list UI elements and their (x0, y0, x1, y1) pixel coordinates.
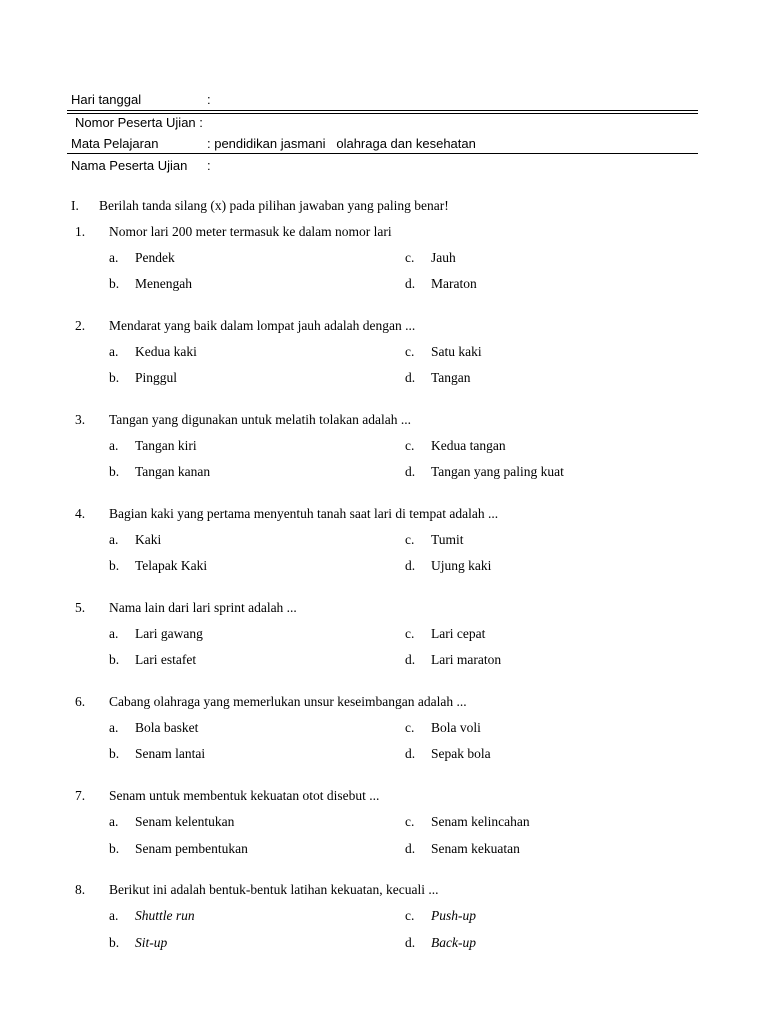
question-8 (0, 882, 768, 898)
option-c[interactable]: Push-up (431, 908, 476, 923)
option-c-letter: c. (405, 438, 415, 453)
options-row-ac (0, 532, 768, 548)
option-c-letter: c. (405, 626, 415, 641)
question-number: 4. (75, 506, 86, 521)
option-b[interactable]: Menengah (135, 276, 192, 291)
options-row-bd (0, 558, 768, 574)
options-row-ac (0, 344, 768, 360)
header-rule-top-2 (67, 113, 698, 114)
option-d-letter: d. (405, 935, 416, 950)
option-b-letter: b. (109, 276, 120, 291)
option-d[interactable]: Lari maraton (431, 652, 502, 667)
option-c-letter: c. (405, 908, 415, 923)
option-b[interactable]: Tangan kanan (135, 464, 211, 479)
option-c[interactable]: Satu kaki (431, 344, 482, 359)
option-a-letter: a. (109, 438, 119, 453)
option-a-letter: a. (109, 908, 119, 923)
options-row-ac (0, 814, 768, 830)
option-a[interactable]: Pendek (135, 250, 175, 265)
option-b[interactable]: Sit-up (135, 935, 168, 950)
option-d-letter: d. (405, 558, 416, 573)
option-b-letter: b. (109, 652, 120, 667)
mata-pelajaran-label: Mata Pelajaran (71, 136, 159, 151)
options-row-bd (0, 746, 768, 762)
option-d[interactable]: Back-up (431, 935, 476, 950)
option-a[interactable]: Senam kelentukan (135, 814, 235, 829)
nama-peserta-colon: : (207, 158, 211, 173)
question-5 (0, 600, 768, 616)
question-text: Bagian kaki yang pertama menyentuh tanah saat lari di tempat adalah ... (109, 506, 499, 521)
question-text: Cabang olahraga yang memerlukan unsur keseimbangan adalah ... (109, 694, 467, 709)
nomor-peserta-row (75, 115, 675, 131)
question-4 (0, 506, 768, 522)
option-a[interactable]: Tangan kiri (135, 438, 197, 453)
question-text: Nomor lari 200 meter termasuk ke dalam nomor lari (109, 224, 392, 239)
options-row-bd (0, 370, 768, 386)
question-2 (0, 318, 768, 334)
nama-peserta-label: Nama Peserta Ujian (71, 158, 188, 173)
option-b[interactable]: Senam pembentukan (135, 841, 248, 856)
option-a-letter: a. (109, 814, 119, 829)
mata-pelajaran-row (71, 136, 691, 152)
option-a[interactable]: Shuttle run (135, 908, 195, 923)
option-b-letter: b. (109, 558, 120, 573)
instruction-text: Berilah tanda silang (x) pada pilihan jawaban yang paling benar! (99, 198, 449, 213)
option-b[interactable]: Pinggul (135, 370, 178, 385)
option-a-letter: a. (109, 532, 119, 547)
option-b-letter: b. (109, 935, 120, 950)
option-c[interactable]: Lari cepat (431, 626, 486, 641)
option-d[interactable]: Senam kekuatan (431, 841, 520, 856)
options-row-ac (0, 720, 768, 736)
question-number: 5. (75, 600, 86, 615)
option-a[interactable]: Kaki (135, 532, 162, 547)
option-a[interactable]: Lari gawang (135, 626, 203, 641)
question-7 (0, 788, 768, 804)
options-row-ac (0, 908, 768, 924)
option-c[interactable]: Kedua tangan (431, 438, 506, 453)
option-c-letter: c. (405, 814, 415, 829)
question-number: 2. (75, 318, 86, 333)
option-c[interactable]: Tumit (431, 532, 464, 547)
question-3 (0, 412, 768, 428)
hari-tanggal-colon: : (207, 92, 211, 107)
question-text: Senam untuk membentuk kekuatan otot disebut ... (109, 788, 380, 803)
header-rule-bottom (67, 153, 698, 154)
option-b-letter: b. (109, 370, 120, 385)
option-c[interactable]: Senam kelincahan (431, 814, 530, 829)
question-text: Tangan yang digunakan untuk melatih tolakan adalah ... (109, 412, 411, 427)
question-6 (0, 694, 768, 710)
option-a-letter: a. (109, 344, 119, 359)
options-row-ac (0, 438, 768, 454)
mata-pelajaran-value: : pendidikan jasmani olahraga dan kesehatan (207, 136, 476, 151)
question-text: Berikut ini adalah bentuk-bentuk latihan kekuatan, kecuali ... (109, 882, 439, 897)
option-d[interactable]: Maraton (431, 276, 477, 291)
option-d[interactable]: Sepak bola (431, 746, 491, 761)
option-d-letter: d. (405, 276, 416, 291)
question-number: 6. (75, 694, 86, 709)
option-d[interactable]: Ujung kaki (431, 558, 492, 573)
nama-peserta-row (71, 158, 671, 174)
option-c-letter: c. (405, 532, 415, 547)
header-rule-top-1 (67, 110, 698, 111)
option-b[interactable]: Lari estafet (135, 652, 197, 667)
option-d[interactable]: Tangan (431, 370, 471, 385)
question-number: 8. (75, 882, 86, 897)
option-b[interactable]: Senam lantai (135, 746, 206, 761)
option-b-letter: b. (109, 464, 120, 479)
option-c[interactable]: Jauh (431, 250, 456, 265)
option-b-letter: b. (109, 746, 120, 761)
hari-tanggal-row (71, 92, 671, 108)
option-a-letter: a. (109, 626, 119, 641)
question-text: Nama lain dari lari sprint adalah ... (109, 600, 297, 615)
option-d-letter: d. (405, 746, 416, 761)
options-row-ac (0, 626, 768, 642)
nomor-peserta-label: Nomor Peserta Ujian : (75, 115, 203, 130)
instruction-numeral: I. (71, 198, 79, 213)
option-b[interactable]: Telapak Kaki (135, 558, 208, 573)
question-text: Mendarat yang baik dalam lompat jauh adalah dengan ... (109, 318, 416, 333)
option-a-letter: a. (109, 250, 119, 265)
option-d-letter: d. (405, 841, 416, 856)
hari-tanggal-label: Hari tanggal (71, 92, 142, 107)
option-c-letter: c. (405, 250, 415, 265)
option-b-letter: b. (109, 841, 120, 856)
option-c[interactable]: Bola voli (431, 720, 481, 735)
question-number: 3. (75, 412, 86, 427)
options-row-bd (0, 652, 768, 668)
options-row-ac (0, 250, 768, 266)
option-a-letter: a. (109, 720, 119, 735)
option-d-letter: d. (405, 652, 416, 667)
options-row-bd (0, 935, 768, 951)
option-d[interactable]: Tangan yang paling kuat (431, 464, 564, 479)
question-number: 1. (75, 224, 86, 239)
question-1 (0, 224, 768, 240)
instruction (0, 198, 768, 214)
option-d-letter: d. (405, 370, 416, 385)
question-number: 7. (75, 788, 86, 803)
option-d-letter: d. (405, 464, 416, 479)
option-a[interactable]: Kedua kaki (135, 344, 197, 359)
option-c-letter: c. (405, 344, 415, 359)
option-c-letter: c. (405, 720, 415, 735)
options-row-bd (0, 841, 768, 857)
options-row-bd (0, 464, 768, 480)
options-row-bd (0, 276, 768, 292)
option-a[interactable]: Bola basket (135, 720, 199, 735)
